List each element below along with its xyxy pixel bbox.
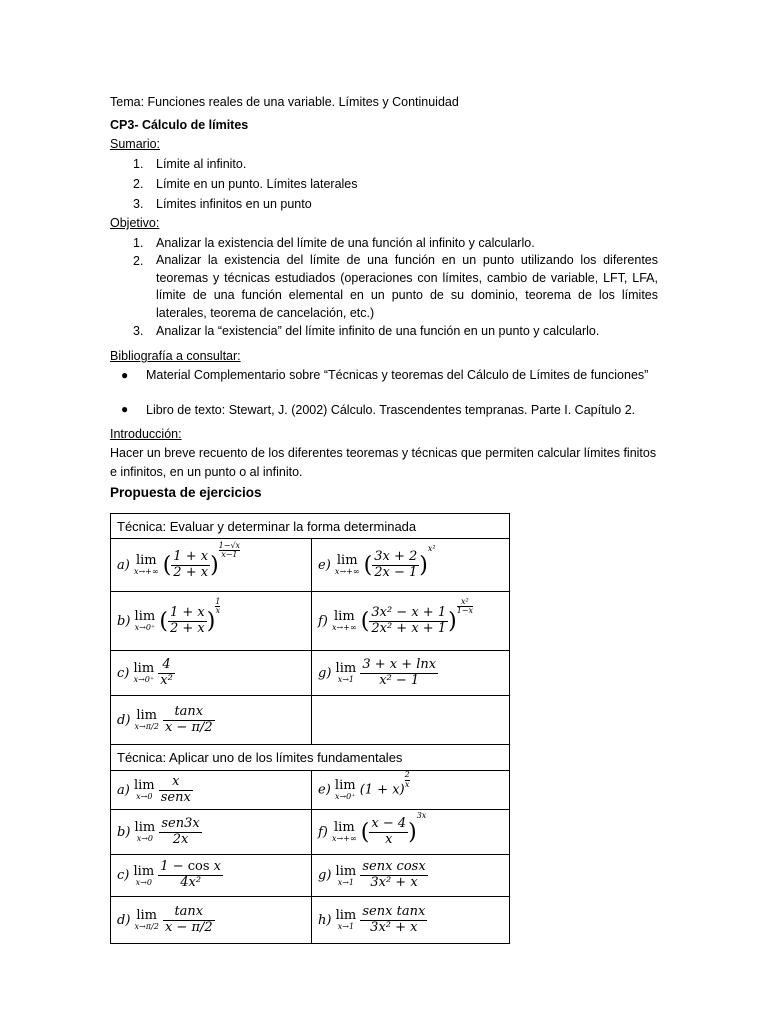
exercise-g1: g) lim x→1 $\frac{3 + x + \ln x}{\text{x² − 1}}$: [312, 651, 510, 696]
introduccion-heading: Introducción:: [110, 427, 182, 441]
exercise-table: [110, 513, 510, 944]
exercise-label: h): [318, 912, 332, 928]
lim-operator: lim: [334, 609, 355, 624]
objetivo-item-3: Analizar la “existencia” del límite infinito de una función en un punto y calcularlo.: [156, 324, 600, 338]
lim-operator: lim: [136, 708, 157, 723]
exercise-a2: a) lim x→0 $\frac{x}{\text{senx}}$: [111, 771, 312, 810]
exercise-label: g): [318, 665, 332, 681]
bibliografia-heading: Bibliografía a consultar:: [110, 349, 241, 363]
introduccion-text: Hacer un breve recuento de los diferentes teoremas y técnicas que permiten calcular límites finitos e infinitos, en un punto o al infinito.: [110, 446, 657, 479]
objetivo-num-1: 1.: [133, 236, 144, 250]
exercise-b2: b) lim x→0 $\frac{\text{sen3x}}{2x}$: [111, 810, 312, 855]
objetivo-num-3: 3.: [133, 324, 144, 338]
sumario-item-2: Límite en un punto. Límites laterales: [156, 177, 358, 191]
objetivo-heading: Objetivo:: [110, 216, 160, 230]
exercise-g2: g) lim x→1 $\frac{\text{senx cosx}}{\text{3x² + x}}$: [312, 855, 510, 897]
objetivo-item-1: Analizar la existencia del límite de una función al infinito y calcularlo.: [156, 236, 535, 250]
exercise-label: a): [117, 782, 130, 798]
exercise-c2: c) lim x→0 $\frac{\text{1 − cos x}}{\text{4x²}}$: [111, 855, 312, 897]
lim-operator: lim: [334, 820, 355, 835]
lim-operator: lim: [336, 553, 358, 568]
sumario-num-1: 1.: [133, 157, 144, 171]
sumario-num-3: 3.: [133, 197, 144, 211]
lim-operator: lim: [133, 661, 155, 676]
objetivo-item-2: Analizar la existencia del límite de una función en un punto utilizando los diferentes teoremas y técnicas estudiados (operaciones con límites, cambio de variable, LFT, LFA, límite de una función elemental en un punto de su dominio, teorema de los límites laterales, teorema de cancelación, etc.): [156, 253, 658, 320]
exercise-label: c): [117, 868, 130, 883]
lim-operator: lim: [133, 863, 155, 879]
bullet-icon: ●: [121, 368, 129, 382]
exercise-c1: c) lim x→0⁺ $\frac{4}{\text{x²}}$: [111, 651, 312, 696]
lim-operator: lim: [335, 908, 357, 923]
lim-operator: lim: [134, 609, 156, 624]
bibliografia-item-2: Libro de texto: Stewart, J. (2002) Cálculo. Trascendentes tempranas. Parte I. Capítulo 2.: [146, 403, 636, 417]
exercise-e1: e) lim x→+∞ ( $\frac{3x + 2}{2x - 1}$ )$^{x^2}$: [312, 539, 510, 592]
lim-operator: lim: [133, 778, 155, 793]
exercise-label: d): [117, 712, 131, 728]
exercise-label: e): [318, 557, 331, 573]
exercise-label: f): [318, 824, 328, 840]
exercise-label: a): [117, 557, 130, 573]
exercise-label: f): [318, 613, 328, 629]
exercise-d1: d) lim x→π/2 $\frac{\tan x}{x - \pi/2}$: [111, 696, 312, 745]
exercise-label: d): [117, 912, 131, 928]
exercise-label: e): [318, 782, 331, 798]
propuesta-heading: Propuesta de ejercicios: [110, 485, 262, 500]
exercise-d2: d) lim x→π/2 $\frac{\tan x}{x - \pi/2}$: [111, 897, 312, 944]
class-title: CP3- Cálculo de límites: [110, 118, 249, 132]
bullet-icon: ●: [121, 402, 129, 416]
bibliografia-item-1: Material Complementario sobre “Técnicas y teoremas del Cálculo de Límites de funciones”: [146, 368, 649, 382]
lim-operator: lim: [334, 778, 356, 793]
empty-cell: [312, 696, 510, 745]
tecnica-header-1: Técnica: Evaluar y determinar la forma determinada: [111, 514, 510, 539]
sumario-item-1: Límite al infinito.: [156, 157, 247, 171]
exercise-label: g): [318, 868, 332, 883]
exercise-h2: h) lim x→1 $\frac{\text{senx tanx}}{\text{3x² + x}}$: [312, 897, 510, 944]
exercise-a1: a) lim x→+∞ ( $\frac{1 + x}{2 + x}$ ) $\frac{1-√x}{x-1}$: [111, 539, 312, 592]
exercise-label: b): [117, 824, 131, 840]
sumario-item-3: Límites infinitos en un punto: [156, 197, 312, 211]
exercise-label: c): [117, 665, 130, 681]
exercise-label: b): [117, 613, 131, 629]
lim-operator: lim: [135, 553, 157, 568]
sumario-heading: Sumario:: [110, 137, 161, 151]
objetivo-num-2: 2.: [133, 254, 144, 268]
exercise-f1: f) lim x→+∞ ( $\frac{\text{3x² − x + 1}}{\text{2x² + x + 1}}$ ) $\frac{\text{x²}}{1-x}$: [312, 592, 510, 651]
lim-operator: lim: [335, 863, 357, 879]
exercise-e2: e) lim x→0⁺ (1 + x) $\frac{2}{x}$: [312, 771, 510, 810]
exercise-f2: f) lim x→+∞ ( $\frac{x - 4}{x}$ )$^{3x}$: [312, 810, 510, 855]
lim-operator: lim: [335, 661, 357, 676]
sumario-num-2: 2.: [133, 177, 144, 191]
exercise-b1: b) lim x→0⁺ ( $\frac{1 + x}{2 + x}$ ) $\frac{1}{x}$: [111, 592, 312, 651]
lim-operator: lim: [134, 820, 156, 835]
tecnica-header-2: Técnica: Aplicar uno de los límites fundamentales: [111, 745, 510, 771]
lim-operator: lim: [136, 908, 157, 923]
topic-line: Tema: Funciones reales de una variable. Límites y Continuidad: [110, 95, 459, 109]
